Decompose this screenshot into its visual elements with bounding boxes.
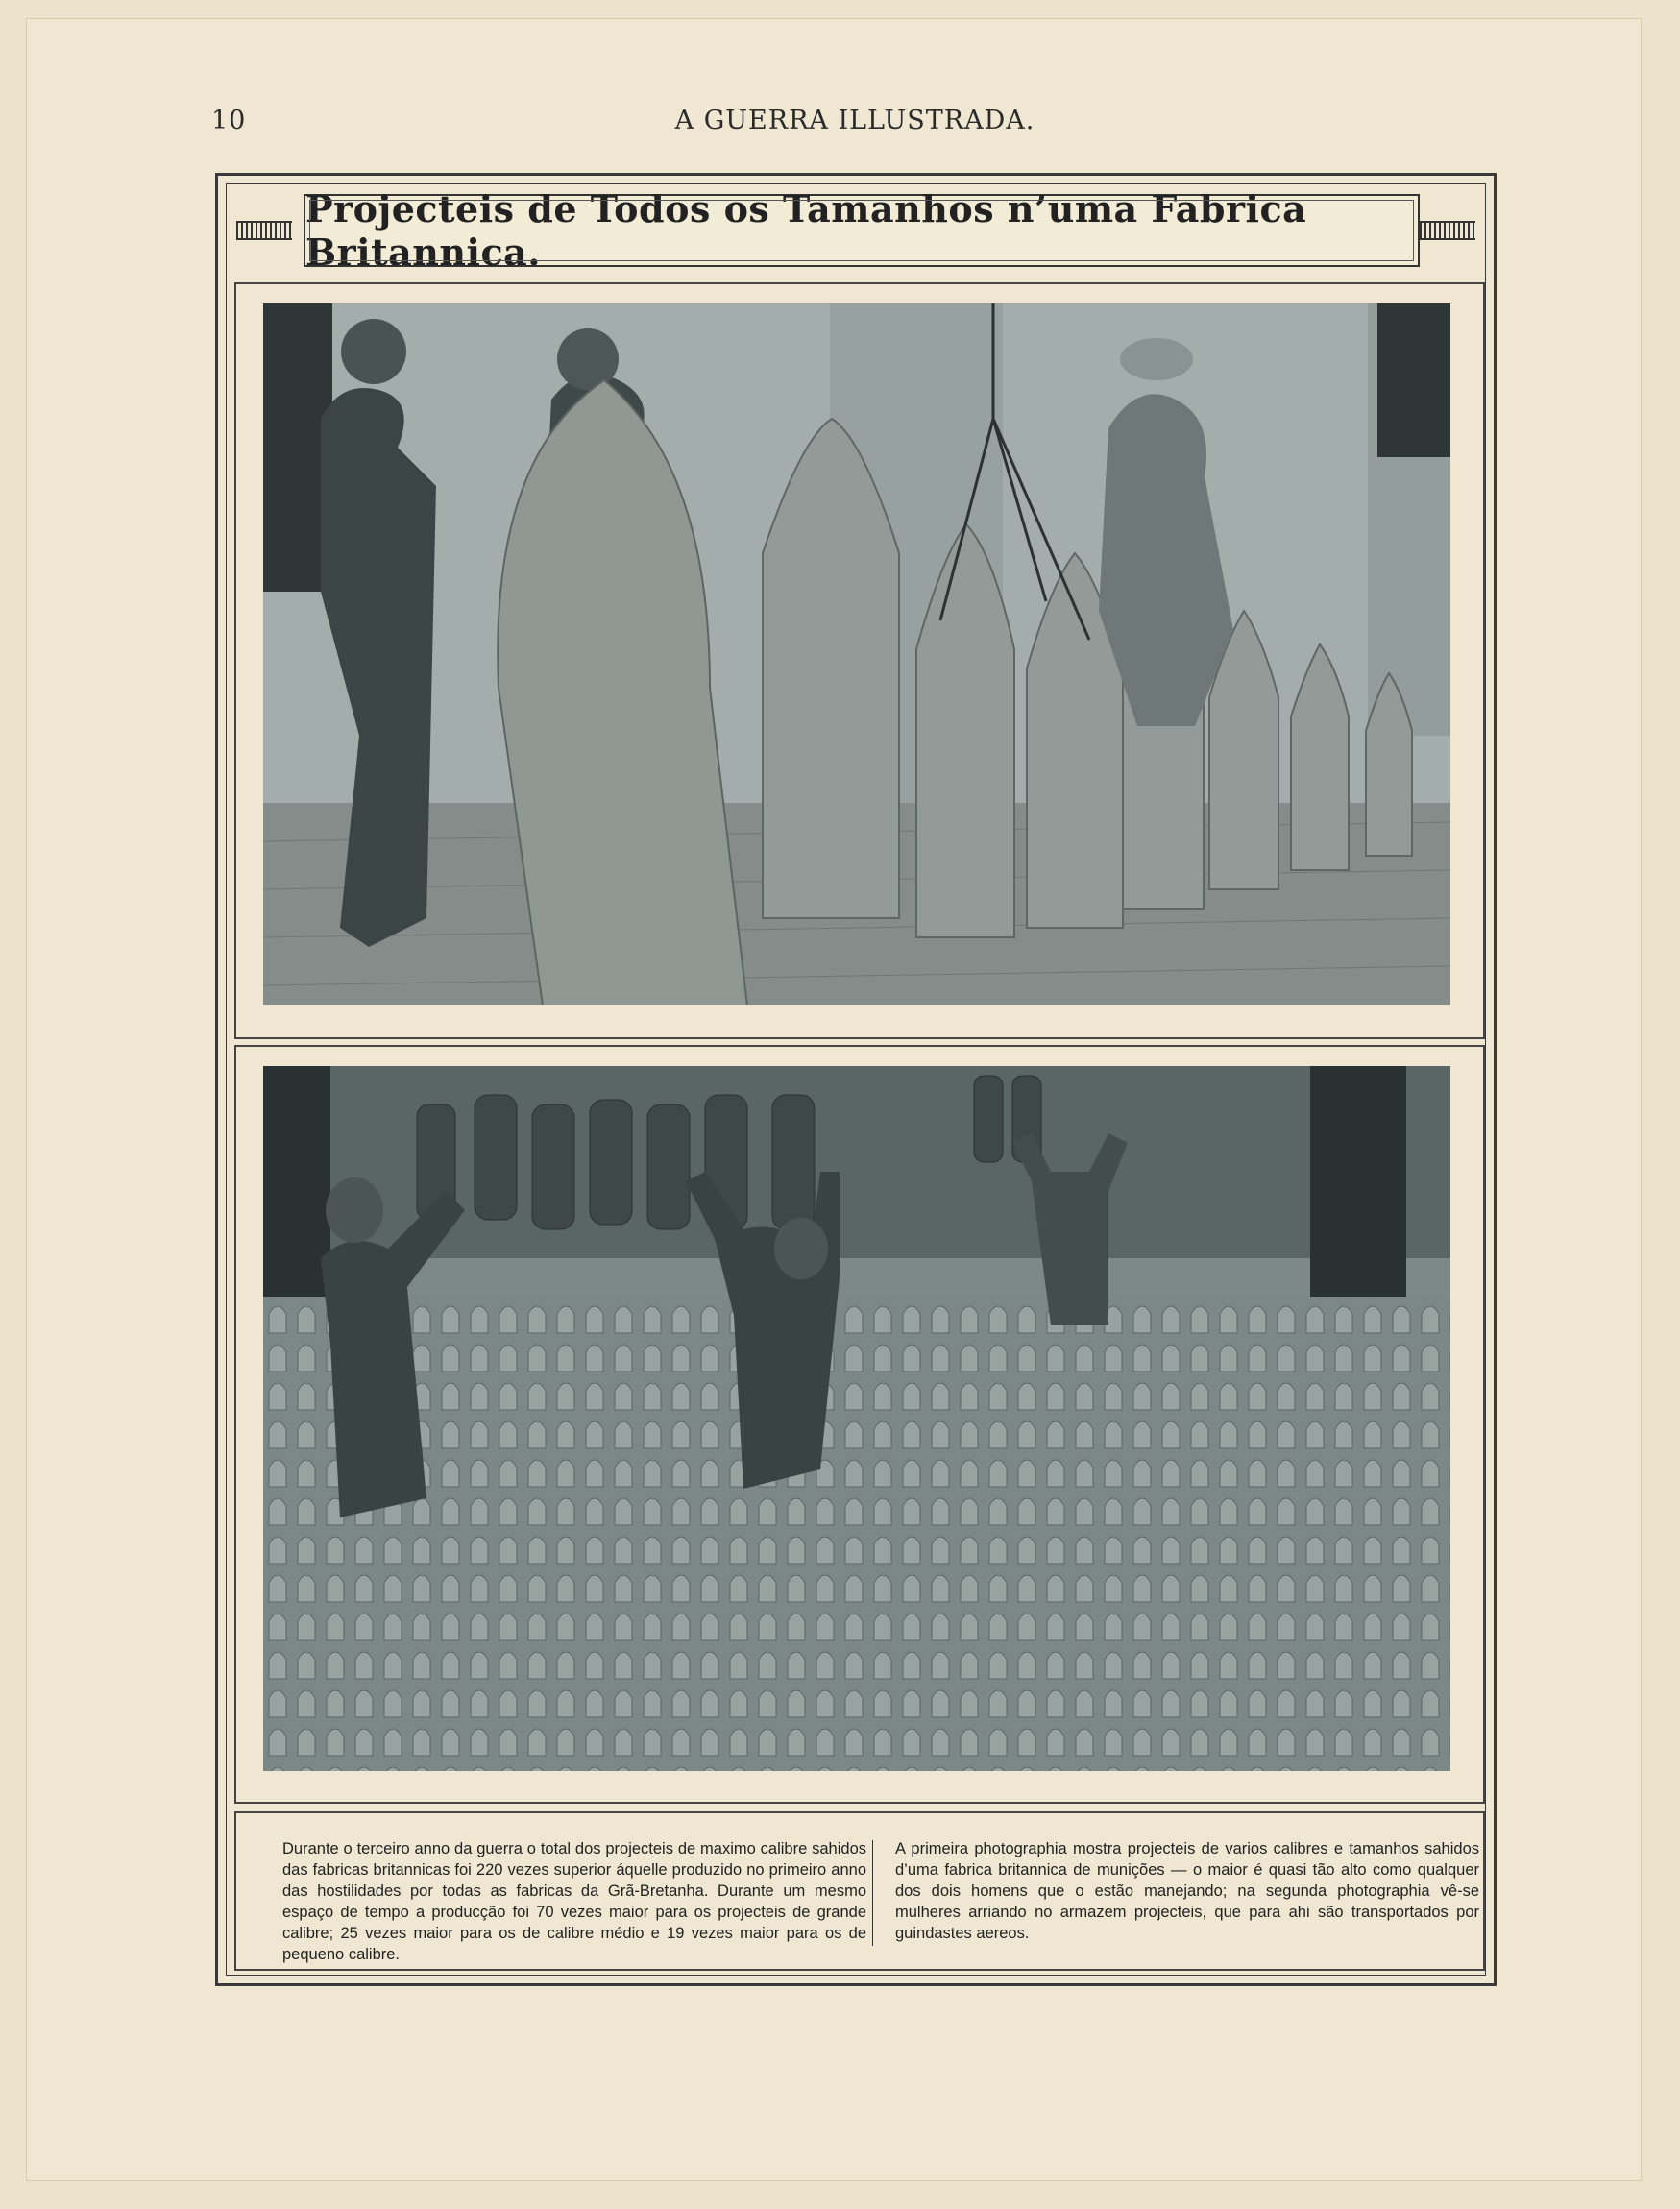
photo-panel-first	[234, 282, 1485, 1039]
photo-panel-second	[234, 1045, 1485, 1804]
page-number: 10	[211, 106, 247, 135]
running-title: A GUERRA ILLUSTRADA.	[674, 106, 1035, 135]
photo-warehouse-women-illustration	[263, 1066, 1450, 1771]
article-frame	[215, 173, 1497, 1986]
photo-shells-sizes-illustration	[263, 303, 1450, 1005]
title-box	[304, 187, 1420, 274]
caption-box	[234, 1811, 1485, 1971]
caption-right-column: A primeira photographia mostra projecteis de varios calibres e tamanhos sahidos d’uma fabrica britannica de munições — o maior é quasi tão alto como qualquer dos dois homens que o estão manejando; na segunda photographia vê-se mulheres arriando no armazem projecteis, que para ahi são transportados por guindastes aereos.	[895, 1840, 1479, 1942]
newspaper-page	[27, 19, 1641, 2180]
title-ornament-left	[236, 221, 292, 240]
caption-divider	[872, 1840, 873, 1946]
title-ornament-right	[1420, 221, 1475, 240]
page-header	[211, 94, 1498, 142]
photo-shells-sizes	[263, 303, 1450, 1005]
photo-warehouse-women	[263, 1066, 1450, 1771]
article-inner-frame	[226, 183, 1486, 1976]
caption-left-column: Durante o terceiro anno da guerra o total dos projecteis de maximo calibre sahidos das fabricas britannicas foi 220 vezes superior áquelle produzido no primeiro anno das hostilidades por todas as fabricas da Grã-Bretanha. Durante um mesmo espaço de tempo a producção foi 70 vezes maior para os projecteis de grande calibre; 25 vezes maior para os de calibre médio e 19 vezes maior para os de pequeno calibre.	[282, 1840, 866, 1963]
article-title: Projecteis de Todos os Tamanhos n’uma Fabrica Britannica.	[305, 187, 1307, 274]
